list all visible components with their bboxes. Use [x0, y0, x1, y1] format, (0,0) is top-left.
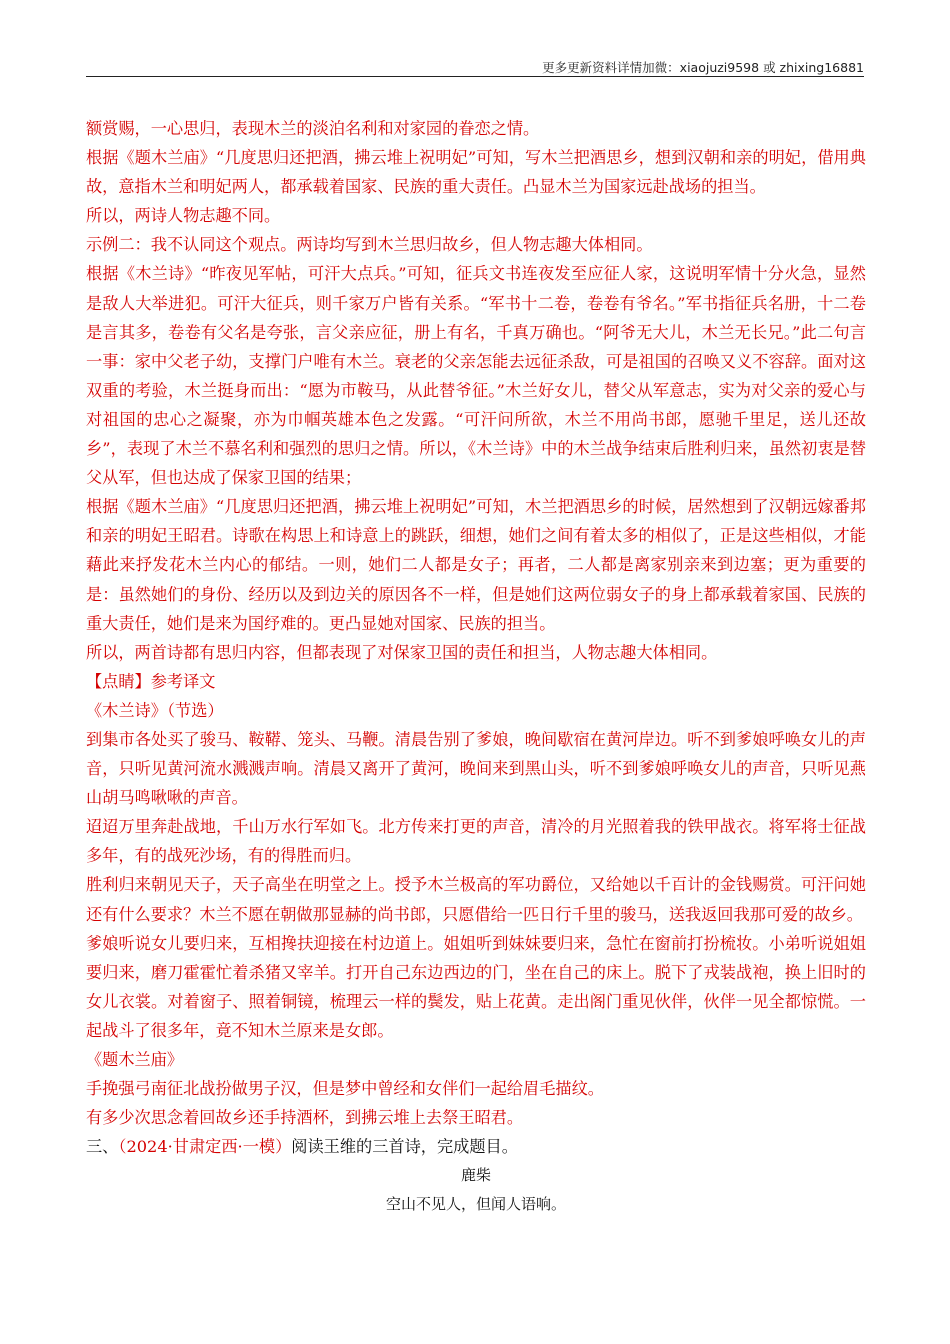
- paragraph: 【点睛】参考译文: [86, 671, 216, 691]
- question-heading: [86, 1132, 866, 1161]
- header-contact: 更多更新资料详情加微：xiaojuzi9598 或 zhixing16881: [542, 60, 864, 75]
- paragraph: 《题木兰庙》: [86, 1050, 184, 1069]
- paragraph: 根据《木兰诗》“昨夜见军帖，可汗大点兵。”可知，征兵文书连夜发至应征人家，这说明军情十分火急，显然是敌人大举进犯。可汗大征兵，则千家万户皆有关系。“军书十二卷，卷卷有爷名。”军书指征兵名册，十二卷是言其多，卷卷有父名是夸张，言父亲应征，册上有名，千真万确也。“阿爷无大儿，木兰无长兄。”此二句言一事：家中父老子幼，支撑门户唯有木兰。衰老的父亲怎能去远征杀敌，可是祖国的召唤又义不容辞。面对这双重的考验，木兰挺身而出：“愿为市鞍马，从此替爷征。”木兰好女儿，替父从军意志，实为对父亲的爱心与对祖国的忠心之凝聚，亦为巾帼英雄本色之发露。“可汗问所欲，木兰不用尚书郎，愿驰千里足，送儿还故乡”，表现了木兰不慕名利和强烈的思归之情。所以，《木兰诗》中的木兰战争结束后胜利归来，虽然初衷是替父从军，但也达成了保家卫国的结果；: [86, 264, 866, 488]
- paragraph: 所以，两首诗都有思归内容，但都表现了对保家卫国的责任和担当，人物志趣大体相同。: [86, 642, 718, 662]
- question-source: （2024·甘肃定西·一模）: [118, 1137, 292, 1157]
- paragraph: 有多少次思念着回故乡还手持酒杯，到拂云堆上去祭王昭君。: [86, 1108, 524, 1128]
- paragraph: 根据《题木兰庙》“几度思归还把酒，拂云堆上祝明妃”可知，木兰把酒思乡的时候，居然想到了汉朝远嫁番邦和亲的明妃王昭君。诗歌在构思上和诗意上的跳跃，细想，她们之间有着太多的相似了，正是这些相似，才能藉此来抒发花木兰内心的郁结。一则，她们二人都是女子；再者，二人都是离家别亲来到边塞；更为重要的是：虽然她们的身份、经历以及到边关的原因各不一样，但是她们这两位弱女子的身上都承载着家国、民族的重大责任，她们是来为国纾难的。更凸显她对国家、民族的担当。: [86, 497, 866, 633]
- question-number: 三、: [86, 1137, 119, 1157]
- poem-title: 鹿柴: [460, 1166, 491, 1185]
- paragraph: 所以，两诗人物志趣不同。: [86, 206, 281, 226]
- poem-line: 空山不见人，但闻人语响。: [385, 1195, 566, 1214]
- header-divider: [86, 76, 864, 77]
- paragraph: 手挽强弓南征北战扮做男子汉，但是梦中曾经和女伴们一起给眉毛描纹。: [86, 1079, 604, 1099]
- paragraph: 额赏赐，一心思归，表现木兰的淡泊名利和对家园的眷恋之情。: [86, 119, 540, 138]
- paragraph: 根据《题木兰庙》“几度思归还把酒，拂云堆上祝明妃”可知，写木兰把酒思乡，想到汉朝和亲的明妃，借用典故，意指木兰和明妃两人，都承载着国家、民族的重大责任。凸显木兰为国家远赴战场的担当。: [86, 148, 866, 197]
- paragraph: 《木兰诗》（节选）: [86, 700, 224, 720]
- paragraph: 示例二：我不认同这个观点。两诗均写到木兰思归故乡，但人物志趣大体相同。: [86, 235, 653, 255]
- paragraph: 到集市各处买了骏马、鞍鞯、笼头、马鞭。清晨告别了爹娘，晚间歇宿在黄河岸边。听不到爹娘呼唤女儿的声音，只听见黄河流水溅溅声响。清晨又离开了黄河，晚间来到黑山头，听不到爹娘呼唤女儿的声音，只听见燕山胡马鸣啾啾的声音。: [86, 729, 866, 808]
- question-text: 阅读王维的三首诗，完成题目。: [291, 1137, 518, 1157]
- document-body: [86, 114, 866, 1220]
- paragraph: 爹娘听说女儿要归来，互相搀扶迎接在村边道上。姐姐听到妹妹要归来，急忙在窗前打扮梳妆。小弟听说姐姐要归来，磨刀霍霍忙着杀猪又宰羊。打开自己东边西边的门，坐在自己的床上。脱下了戎装战袍，换上旧时的女儿衣裳。对着窗子、照着铜镜，梳理云一样的鬓发，贴上花黄。走出阁门重见伙伴，伙伴一见全都惊慌。一起战斗了很多年，竟不知木兰原来是女郎。: [86, 933, 866, 1040]
- paragraph: 迢迢万里奔赴战地，千山万水行军如飞。北方传来打更的声音，清冷的月光照着我的铁甲战衣。将军将士征战多年，有的战死沙场，有的得胜而归。: [86, 817, 866, 866]
- paragraph: 胜利归来朝见天子，天子高坐在明堂之上。授予木兰极高的军功爵位，又给她以千百计的金钱赐赏。可汗问她还有什么要求？木兰不愿在朝做那显赫的尚书郎，只愿借给一匹日行千里的骏马，送我返回我那可爱的故乡。: [86, 875, 866, 924]
